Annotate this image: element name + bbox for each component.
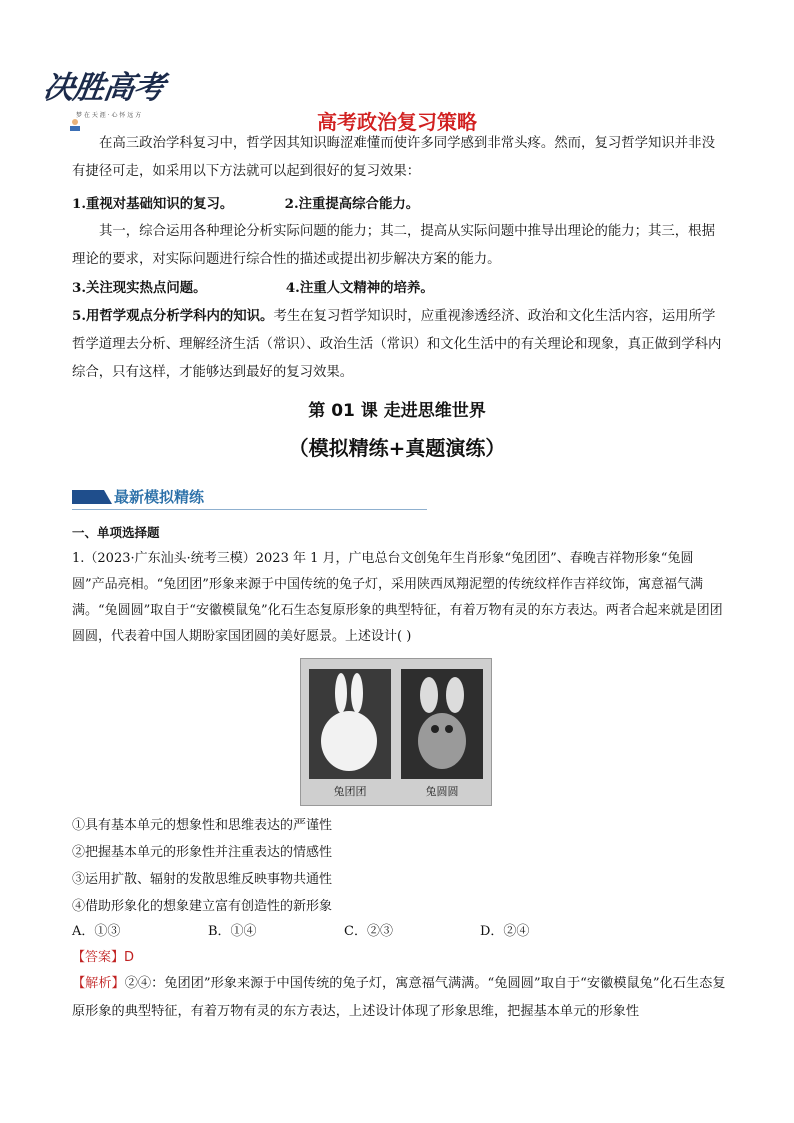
rabbit-lantern-icon	[309, 669, 391, 779]
analysis	[72, 970, 726, 1026]
section-label: 最新模拟精练	[114, 488, 205, 506]
page-title: 高考政治复习策略	[317, 110, 477, 134]
rabbit-mascot-icon	[401, 669, 483, 779]
analysis-text: ②④：兔团团”形象来源于中国传统的兔子灯，寓意福气满满。“兔圆圆”取自于“安徽模鼠兔”化石生态复原形象的典型特征，有着万物有灵的东方表达，上述设计体现了形象思维，把握基本单元的形象性	[72, 976, 726, 1019]
section-header	[72, 484, 432, 510]
option-1: ①具有基本单元的想象性和思维表达的严谨性	[72, 818, 333, 833]
intro-paragraph-3	[72, 302, 726, 387]
tip-2: 2.注重提高综合能力。	[284, 196, 420, 212]
tip-5: 5.用哲学观点分析学科内的知识。	[72, 308, 274, 324]
analysis-label: 【解析】	[72, 976, 125, 991]
tip-4: 4.注重人文精神的培养。	[285, 280, 434, 296]
option-3: ③运用扩散、辐射的发散思维反映事物共通性	[72, 872, 333, 887]
tips-row-1	[72, 190, 726, 218]
answer-line	[72, 946, 134, 965]
option-2: ②把握基本单元的形象性并注重表达的情感性	[72, 845, 333, 860]
figure-caption-left: 兔团团	[333, 785, 367, 798]
choice-c[interactable]: C．②③	[344, 924, 393, 939]
answer-choices	[72, 920, 726, 939]
section-banner-icon	[72, 490, 112, 504]
tip-1: 1.重视对基础知识的复习。	[72, 196, 234, 212]
choice-a[interactable]: A．①③	[72, 924, 121, 939]
option-4: ④借助形象化的想象建立富有创造性的新形象	[72, 899, 333, 914]
rabbit-figure	[300, 658, 492, 806]
tip-5-text: 考生在复习哲学知识时，应重视渗透经济、政治和文化生活内容，运用所学哲学道理去分析、理解经济生活（常识）、政治生活（常识）和文化生活中的有关理论和现象，真正做到学科内综合，只有这样，才能够达到最好的复习效果。	[72, 309, 722, 380]
figure-caption-right: 兔圆圆	[425, 785, 459, 798]
choice-b[interactable]: B．①④	[208, 924, 257, 939]
question-type: 一、单项选择题	[72, 525, 160, 540]
choice-d[interactable]: D．②④	[480, 924, 530, 939]
tip-3: 3.关注现实热点问题。	[72, 280, 207, 296]
section-divider	[72, 509, 427, 510]
question-stem: 1.（2023·广东汕头·统考三模）2023 年 1 月，广电总台文创兔年生肖形象“兔团团”、春晚吉祥物形象“兔圆圆”产品亮相。“兔团团”形象来源于中国传统的兔子灯，采用陕西凤翔泥塑的传统纹样作吉祥纹饰，寓意福气满满。“兔圆圆”取自于“安徽模鼠兔”化石生态复原形象的典型特征，有着万物有灵的东方表达。两者合起来就是团团圆圆，代表着中国人期盼家国团圆的美好愿景。上述设计( )	[72, 551, 723, 644]
answer-value: D	[124, 950, 135, 965]
lesson-subtitle: （模拟精练+真题演练）	[288, 436, 506, 460]
intro-paragraph-1: 在高三政治学科复习中，哲学因其知识晦涩难懂而使许多同学感到非常头疼。然而，复习哲学知识并非没有捷径可走，如采用以下方法就可以起到很好的复习效果：	[72, 136, 715, 179]
answer-label: 【答案】	[72, 950, 125, 965]
tips-row-2	[72, 274, 726, 302]
logo-text: 决胜高考	[40, 70, 167, 106]
logo-subtext: 梦 在 天 涯 · 心 怀 远 方	[76, 112, 142, 119]
lesson-title: 第 01 课 走进思维世界	[308, 401, 486, 421]
figure-panel-left	[309, 669, 391, 779]
intro-paragraph-2: 其一，综合运用各种理论分析实际问题的能力；其二，提高从实际问题中推导出理论的能力；其三，根据理论的要求，对实际问题进行综合性的描述或提出初步解决方案的能力。	[72, 224, 715, 267]
figure-panel-right	[401, 669, 483, 779]
